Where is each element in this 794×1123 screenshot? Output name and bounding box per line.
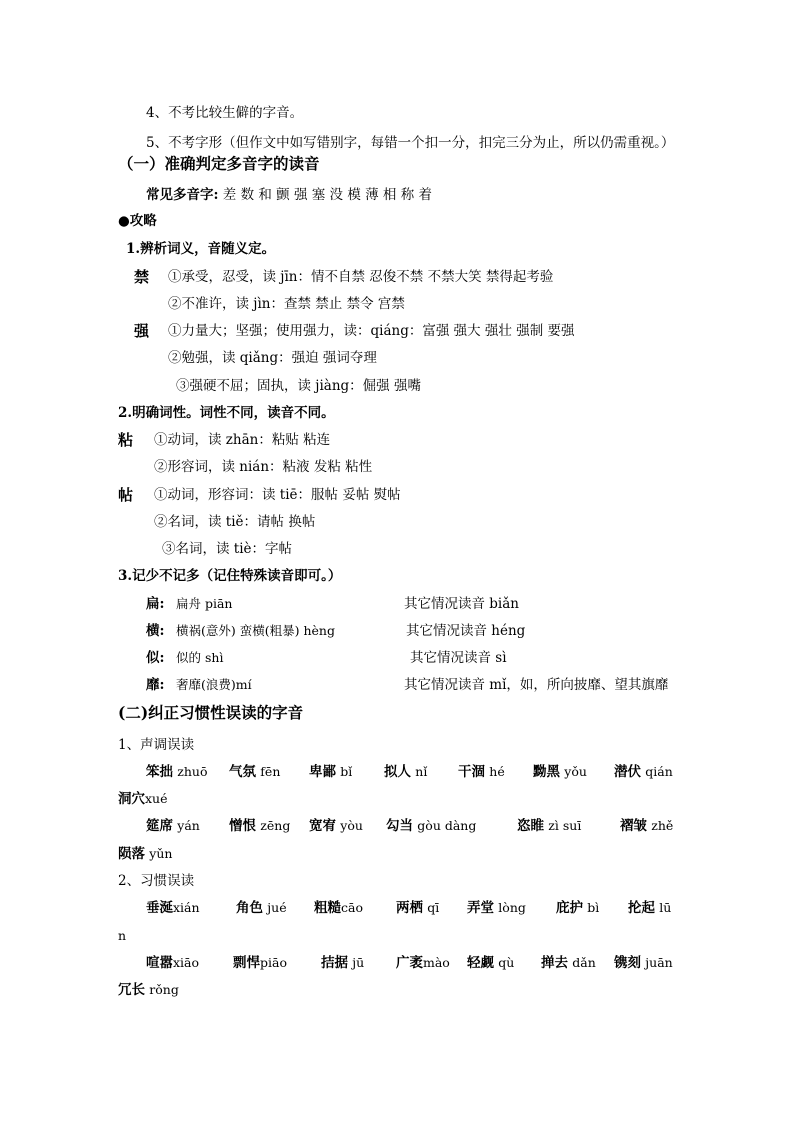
zhan-meaning-2: ②形容词，读 nián：粘液 发粘 粘性 [154,459,373,475]
other-reading: 其它情况读音 biǎn [404,596,519,612]
special-reading: 似的 shì [176,650,224,665]
intro-item-5: 5、不考字形（但作文中如写错别字，每错一个扣一分，扣完三分为止，所以仍需重视。） [146,135,675,151]
word-entry: 恣睢 zì suī [517,818,582,834]
other-reading: 其它情况读音 mǐ，如，所向披靡、望其旗靡 [404,677,669,693]
word-entry: 粗糙cāo [314,900,363,916]
word-entry: 干涸 hé [458,764,505,780]
word-entry: 褶皱 zhě [620,818,674,834]
wrapped-pinyin: n [118,928,127,943]
char-jin: 禁 [134,268,150,286]
special-reading: 横祸(意外) 蛮横(粗暴) hèng [176,623,335,638]
word-entry: 潜伏 qián [614,764,673,780]
word-entry: 喧嚣xiāo [146,955,200,971]
section-2-title: (二)纠正习惯性误读的字音 [118,703,304,722]
strategy-heading: ●攻略 [118,213,157,229]
section-1-title: （一）准确判定多音字的读音 [118,154,320,173]
special-char: 靡: [146,677,165,693]
word-entry: 洞穴xué [118,791,168,807]
jin-meaning-2: ②不准许，读 jìn：查禁 禁止 禁令 宫禁 [168,296,405,312]
special-char: 横: [146,623,165,639]
word-entry: 黝黑 yǒu [533,764,587,780]
word-entry: 剽悍piāo [233,955,287,971]
special-reading: 奢靡(浪费)mí [176,677,252,692]
other-reading: 其它情况读音 sì [410,650,507,666]
intro-item-4: 4、不考比较生僻的字音。 [146,105,304,121]
word-entry: 垂涎xián [146,900,200,916]
word-entry: 掸去 dǎn [541,955,596,971]
word-entry: 筵席 yán [146,818,200,834]
rule-2-title: 2.明确词性。词性不同，读音不同。 [118,405,335,421]
common-polyphones [146,186,432,204]
char-tie: 帖 [118,486,134,504]
tie-meaning-1: ①动词，形容词：读 tiē：服帖 妥帖 熨帖 [154,487,401,503]
word-entry: 轻觑 qù [467,955,515,971]
char-zhan: 粘 [118,431,134,449]
word-entry: 镌刻 juān [614,955,673,971]
word-entry: 陨落 yǔn [118,846,173,862]
word-entry: 拟人 nǐ [384,764,428,780]
word-entry: 卑鄙 bǐ [309,764,353,780]
tie-meaning-3: ③名词，读 tiè：字帖 [162,541,293,557]
qiang-meaning-2: ②勉强，读 qiǎng：强迫 强词夺理 [168,350,377,366]
jin-meaning-1: ①承受，忍受，读 jīn：情不自禁 忍俊不禁 不禁大笑 禁得起考验 [168,269,554,285]
common-chars: 差 数 和 颤 强 塞 没 模 薄 相 称 着 [222,187,432,203]
special-char: 扁: [146,596,165,612]
common-label: 常见多音字: [146,187,219,203]
word-entry: 拮据 jū [321,955,365,971]
qiang-meaning-3: ③强硬不屈；固执，读 jiàng：倔强 强嘴 [176,378,421,394]
word-entry: 广袤mào [396,955,450,971]
word-entry: 抡起 lū [628,900,672,916]
word-entry: 憎恨 zēng [229,818,291,834]
word-entry: 两栖 qī [396,900,440,916]
tone-errors-heading: 1、声调误读 [118,737,195,753]
char-qiang: 强 [134,322,150,340]
word-entry: 弄堂 lòng [467,900,526,916]
tie-meaning-2: ②名词，读 tiě：请帖 换帖 [154,514,316,530]
word-entry: 勾当 gòu dàng [386,818,477,834]
word-entry: 气氛 fēn [229,764,281,780]
zhan-meaning-1: ①动词，读 zhān：粘贴 粘连 [154,432,331,448]
other-reading: 其它情况读音 héng [406,623,526,639]
habit-errors-heading: 2、习惯误读 [118,873,195,889]
word-entry: 冗长 rǒng [118,982,179,998]
word-entry: 角色 jué [236,900,287,916]
word-entry: 笨拙 zhuō [146,764,208,780]
rule-3-title: 3.记少不记多（记住特殊读音即可。） [118,568,342,584]
special-char: 似: [146,650,165,666]
word-entry: 宽宥 yòu [309,818,363,834]
qiang-meaning-1: ①力量大；坚强；使用强力，读：qiáng：富强 强大 强壮 强制 要强 [168,323,575,339]
word-entry: 庇护 bì [556,900,600,916]
rule-1-title: 1.辨析词义，音随义定。 [126,241,276,257]
special-reading: 扁舟 piān [176,596,233,611]
